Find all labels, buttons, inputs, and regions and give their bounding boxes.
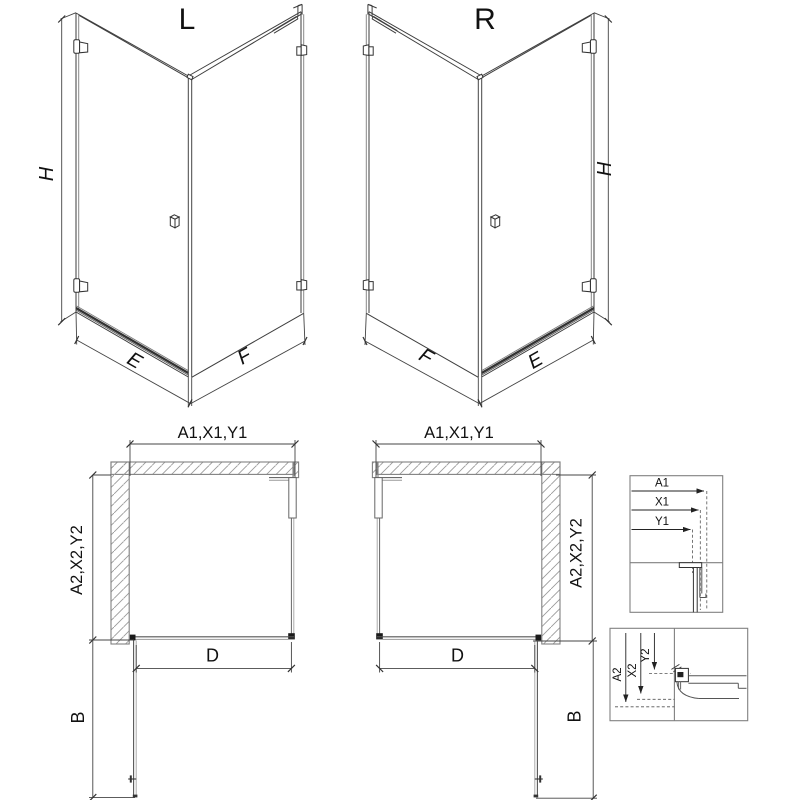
dim-label-a2x2y2: A2,X2,Y2 (567, 518, 586, 588)
dim-label-d: D (206, 645, 219, 666)
detail-label-y2: Y2 (639, 648, 652, 663)
dim-label-height: H (594, 161, 616, 177)
dim-label-b: B (564, 710, 585, 723)
side-wall (542, 462, 560, 644)
variant-label-right: R (474, 3, 496, 36)
dim-label-door-width: E (524, 347, 547, 374)
dim-label-a1x1y1: A1,X1,Y1 (177, 424, 248, 442)
detail-tray-section (610, 628, 748, 720)
top-wall-end (372, 462, 378, 478)
detail-label-a2: A2 (612, 667, 624, 682)
detail-label-x2: X2 (626, 663, 639, 678)
detail-profile-section (630, 476, 723, 613)
detail-label-a1: A1 (654, 477, 670, 490)
dim-label-a2x2y2: A2,X2,Y2 (68, 525, 86, 595)
dim-label-a1x1y1: A1,X1,Y1 (424, 424, 494, 442)
dim-label-side-width: F (415, 344, 437, 370)
dim-label-side-width: F (233, 344, 256, 370)
dim-label-d: D (451, 645, 464, 666)
iso-view-left (36, 3, 307, 407)
detail-label-y1: Y1 (654, 516, 670, 528)
top-wall-end (293, 462, 299, 478)
top-wall (377, 462, 560, 474)
detail-label-x1: X1 (654, 496, 670, 509)
dim-label-door-width: E (123, 347, 146, 374)
side-wall (111, 462, 129, 644)
top-wall (111, 462, 294, 474)
plan-view-right (372, 424, 597, 800)
dim-label-b: B (68, 711, 88, 724)
dim-label-height: H (36, 166, 58, 182)
iso-view-right (363, 3, 616, 407)
plan-view-left (68, 424, 299, 800)
variant-label-left: L (178, 3, 196, 36)
